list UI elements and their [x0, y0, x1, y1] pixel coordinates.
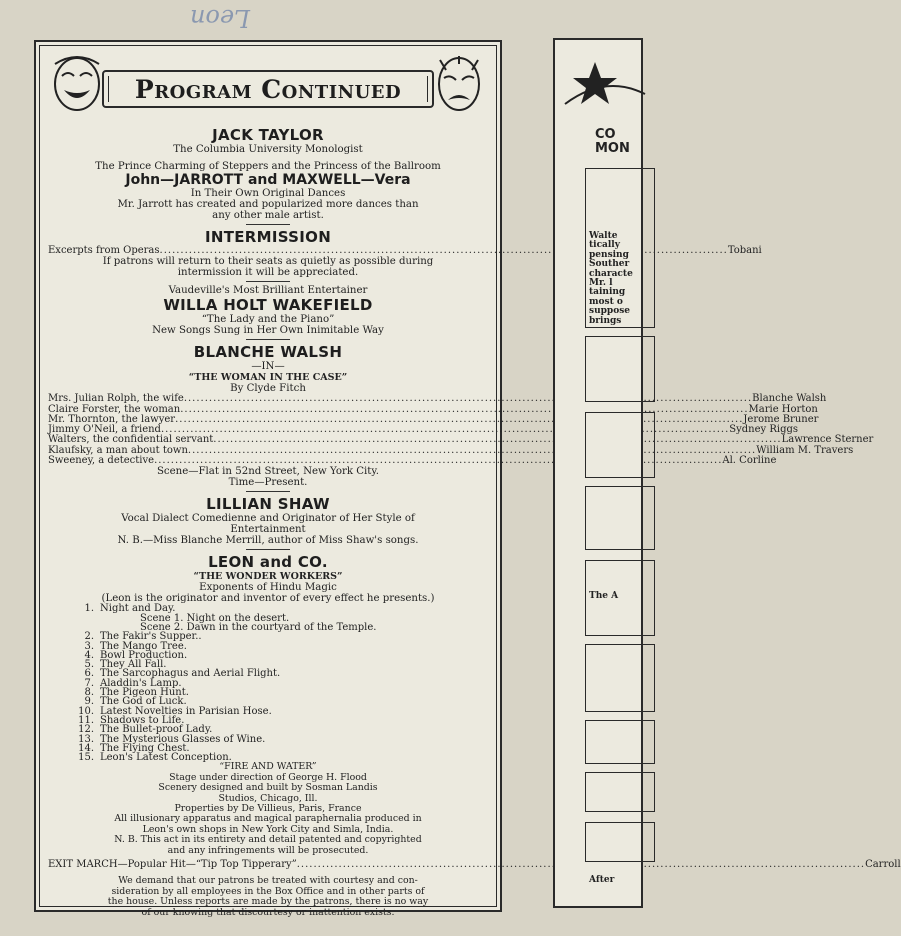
- act-leon-line2: (Leon is the originator and inventor of every effect he presents.): [101, 593, 435, 605]
- item-text: Aladdin's Lamp.: [100, 677, 182, 689]
- item-number: 13.: [78, 733, 94, 745]
- adjacent-box: [585, 644, 655, 712]
- cast-role: Walters, the confidential servant: [48, 434, 214, 446]
- act-leon-credit4: Properties by De Villieus, Paris, France: [174, 803, 362, 815]
- adjacent-page: [553, 38, 643, 908]
- adjacent-text-line: Mr. l: [589, 278, 613, 289]
- item-text: Scene 1. Night on the desert.: [140, 612, 290, 624]
- adjacent-box: [585, 486, 655, 550]
- adjacent-box: [585, 412, 655, 478]
- item-text: The Sarcophagus and Aerial Flight.: [100, 668, 281, 680]
- act-jack-taylor-name: JACK TAYLOR: [212, 126, 324, 144]
- item-text: The Mango Tree.: [100, 640, 187, 652]
- act-leon-credit7: N. B. This act in its entirety and detail patented and copyrighted: [114, 834, 422, 846]
- item-number: 10.: [78, 705, 94, 717]
- item-text: Leon's Latest Conception.: [100, 752, 232, 764]
- act-shaw-line1: Vocal Dialect Comedienne and Originator of Her Style of: [121, 513, 415, 525]
- act-leon-credit5: All illusionary apparatus and magical paraphernalia produced in: [114, 813, 422, 825]
- footer-line1: We demand that our patrons be treated with courtesy and con-: [118, 875, 418, 887]
- adjacent-text-line: characte: [589, 268, 633, 279]
- cast-actor: Blanche Walsh: [752, 393, 827, 405]
- adjacent-bottom-text: After: [589, 875, 615, 885]
- act-shaw-line2: Entertainment: [230, 524, 306, 536]
- adjacent-text-line: tically: [589, 240, 620, 251]
- item-number: 15.: [78, 752, 94, 764]
- act-walsh-scene: Scene—Flat in 52nd Street, New York City.: [156, 466, 380, 478]
- adjacent-box: [585, 720, 655, 764]
- exit-composer: Carroll: [865, 859, 901, 871]
- item-text: The Pigeon Hunt.: [100, 687, 189, 699]
- intermission-composer: Tobani: [727, 245, 762, 256]
- divider: [246, 281, 290, 282]
- adjacent-text-line: suppose: [589, 306, 630, 317]
- adjacent-text-line: taining: [589, 287, 626, 298]
- adjacent-title-line: MON: [595, 141, 630, 156]
- adjacent-box: [585, 822, 655, 862]
- cast-role: Mrs. Julian Rolph, the wife: [48, 393, 184, 405]
- cast-role: Claire Forster, the woman: [48, 403, 181, 415]
- act-leon-credit1: Stage under direction of George H. Flood: [169, 771, 367, 783]
- item-number: 6.: [84, 668, 94, 680]
- act-leon-fire: “FIRE AND WATER”: [219, 761, 317, 773]
- item-text: Bowl Production.: [100, 649, 188, 661]
- tragedy-mask-icon: [432, 54, 486, 116]
- cast-list: [48, 393, 874, 467]
- handwritten-note: Leon: [190, 4, 251, 32]
- divider: [246, 491, 290, 492]
- item-text: Shadows to Life.: [100, 714, 185, 726]
- item-text: Night and Day.: [100, 603, 176, 615]
- item-text: Latest Novelties in Parisian Hose.: [100, 705, 272, 717]
- act-jarrott-line3: any other male artist.: [212, 210, 324, 221]
- cast-actor: Jerome Bruner: [743, 413, 819, 425]
- item-number: 5.: [84, 659, 94, 671]
- intermission-note2: intermission it will be appreciated.: [177, 267, 359, 279]
- act-leon-name: LEON and CO.: [208, 553, 328, 572]
- exit-march-row: [48, 859, 901, 871]
- divider: [246, 224, 290, 225]
- item-text: The Flying Chest.: [100, 742, 190, 754]
- act-jarrott-name: John—JARROTT and MAXWELL—Vera: [125, 172, 411, 188]
- intermission-music: Excerpts from Operas: [48, 245, 160, 256]
- cast-actor: Al. Corline: [722, 455, 777, 467]
- act-wakefield-name: WILLA HOLT WAKEFIELD: [163, 296, 373, 315]
- intermission-heading: INTERMISSION: [204, 228, 332, 246]
- act-leon-line1: Exponents of Hindu Magic: [199, 582, 337, 594]
- star-ornament-icon: [565, 54, 645, 114]
- adjacent-title: [595, 128, 630, 156]
- act-leon-credit2: Scenery designed and built by Sosman Landis: [158, 782, 378, 794]
- item-number: 14.: [78, 742, 94, 754]
- adjacent-title-line: CO: [595, 127, 616, 142]
- item-text: The Mysterious Glasses of Wine.: [100, 733, 266, 745]
- cast-row: [48, 455, 777, 467]
- divider: [246, 549, 290, 550]
- act-walsh-play: “THE WOMAN IN THE CASE”: [188, 372, 348, 384]
- adjacent-mid-text: The A: [589, 591, 619, 601]
- adjacent-text-line: most o: [589, 296, 623, 307]
- footer-line3: the house. Unless reports are made by the patrons, there is no way: [107, 896, 429, 908]
- item-number: 9.: [84, 696, 94, 708]
- cast-actor: William M. Travers: [756, 444, 854, 456]
- act-jarrott-line1: In Their Own Original Dances: [190, 188, 346, 199]
- program-header: [48, 52, 488, 122]
- item-number: 1.: [84, 603, 94, 615]
- item-number: 11.: [78, 714, 94, 726]
- item-number: 8.: [84, 687, 94, 699]
- act-walsh-time: Time—Present.: [228, 477, 308, 489]
- exit-march: EXIT MARCH—Popular Hit—“Tip Top Tipperary”: [48, 859, 297, 871]
- item-number: 7.: [84, 677, 94, 689]
- adjacent-text-line: Souther: [589, 259, 630, 270]
- item-number: 3.: [84, 640, 94, 652]
- adjacent-text-line: brings: [589, 315, 622, 326]
- item-number: 12.: [78, 724, 94, 736]
- item-text: The God of Luck.: [100, 696, 187, 708]
- cast-role: Jimmy O'Neil, a friend: [48, 424, 161, 436]
- act-leon-credit8: and any infringements will be prosecuted.: [167, 844, 369, 856]
- item-text: They All Fall.: [100, 659, 167, 671]
- act-leon-credit3: Studios, Chicago, Ill.: [218, 792, 318, 804]
- adjacent-box: [585, 336, 655, 402]
- footer-line4: of our knowing that discourtesy or inattention exists.: [141, 906, 395, 918]
- program-title: Program Continued: [102, 70, 434, 108]
- act-walsh-in: —IN—: [251, 361, 285, 373]
- comedy-mask-icon: [50, 54, 104, 116]
- cast-actor: Sydney Riggs: [729, 424, 799, 436]
- item-text: Scene 2. Dawn in the courtyard of the Temple.: [140, 621, 377, 633]
- item-number: 4.: [84, 649, 94, 661]
- act-shaw-name: LILLIAN SHAW: [206, 495, 330, 514]
- act-leon-title: “THE WONDER WORKERS”: [193, 571, 343, 583]
- cast-actor: Marie Horton: [748, 403, 818, 415]
- item-number: 2.: [84, 631, 94, 643]
- adjacent-text: [589, 232, 633, 326]
- cast-role: Klaufsky, a man about town: [48, 444, 188, 456]
- footer-line2: sideration by all employees in the Box Office and in other parts of: [111, 885, 425, 897]
- act-jack-taylor-subtitle: The Columbia University Monologist: [173, 144, 363, 155]
- cast-role: Sweeney, a detective: [48, 455, 155, 467]
- adjacent-box: [585, 772, 655, 812]
- leon-act-list: [48, 604, 488, 762]
- item-text: The Bullet-proof Lady.: [100, 724, 213, 736]
- act-wakefield-line1: “The Lady and the Piano”: [201, 314, 335, 326]
- act-wakefield-intro: Vaudeville's Most Brilliant Entertainer: [168, 285, 368, 297]
- adjacent-text-line: pensing: [589, 249, 629, 260]
- act-wakefield-line2: New Songs Sung in Her Own Inimitable Way: [152, 325, 384, 337]
- act-walsh-name: BLANCHE WALSH: [193, 343, 343, 362]
- act-shaw-line3: N. B.—Miss Blanche Merrill, author of Miss Shaw's songs.: [117, 535, 419, 547]
- cast-role: Mr. Thornton, the lawyer: [48, 413, 176, 425]
- item-text: The Fakir's Supper..: [100, 631, 202, 643]
- intermission-note1: If patrons will return to their seats as quietly as possible during: [102, 256, 434, 268]
- act-walsh-author: By Clyde Fitch: [230, 383, 306, 395]
- adjacent-text-line: Walte: [589, 231, 618, 241]
- divider: [246, 339, 290, 340]
- act-leon-credit6: Leon's own shops in New York City and Simla, India.: [142, 823, 394, 835]
- act-jarrott-line2: Mr. Jarrott has created and popularized more dances than: [117, 199, 419, 210]
- cast-actor: Lawrence Sterner: [781, 434, 874, 446]
- act-jarrott-intro: The Prince Charming of Steppers and the Princess of the Ballroom: [95, 161, 441, 172]
